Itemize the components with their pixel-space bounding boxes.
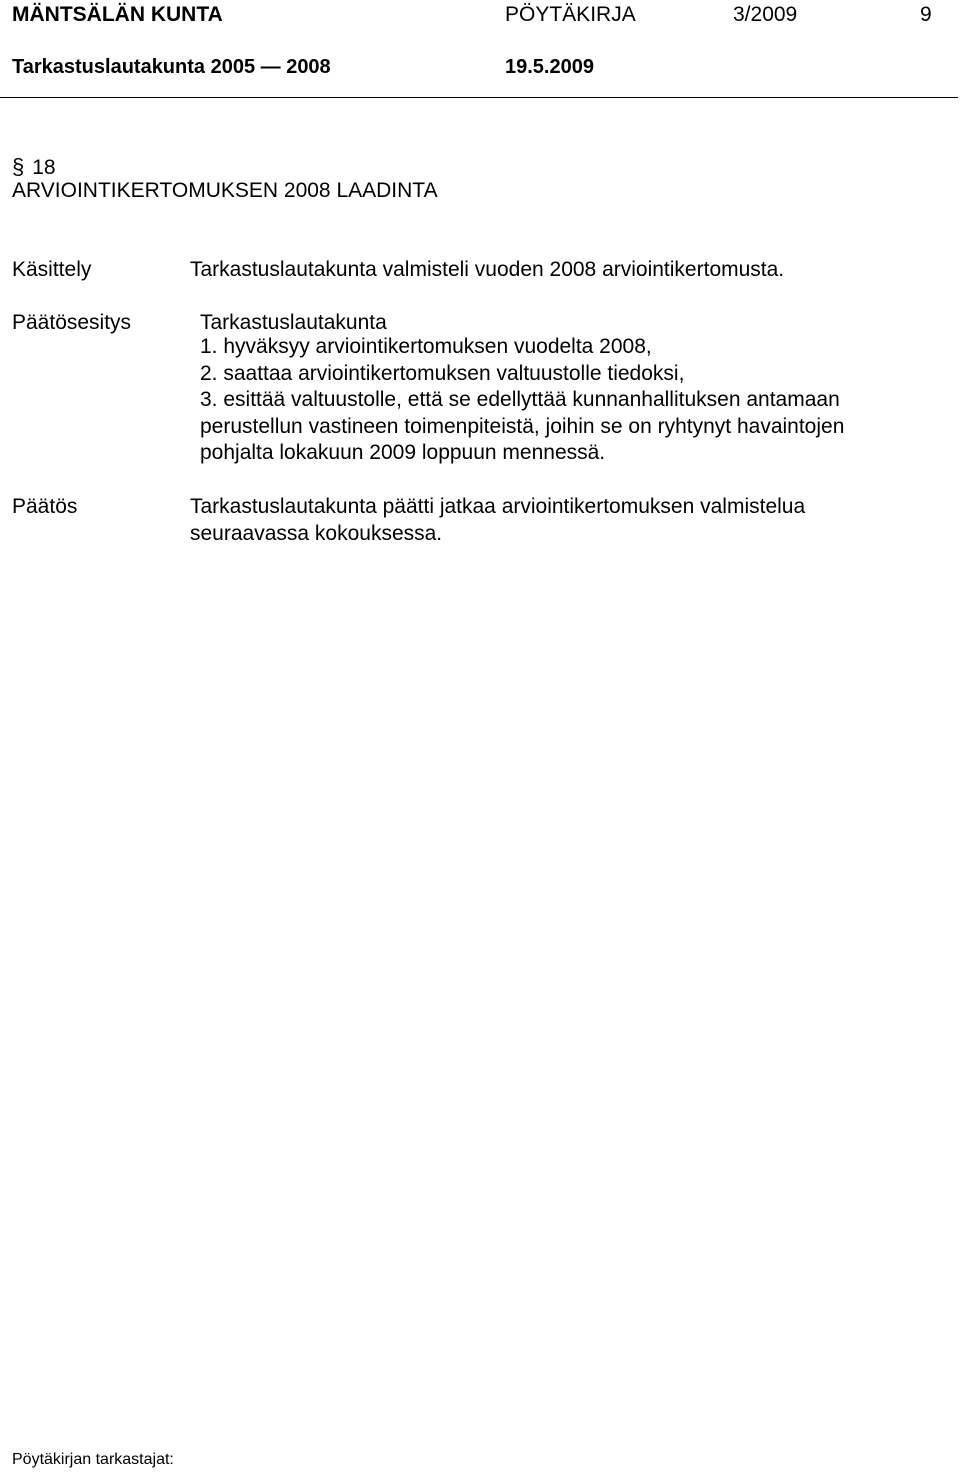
- paatos-line-2: seuraavassa kokouksessa.: [190, 521, 443, 545]
- page-number: 9: [920, 3, 932, 26]
- document-type: PÖYTÄKIRJA: [505, 3, 636, 26]
- section-number-value: 18: [32, 156, 56, 179]
- signatories-label: Pöytäkirjan tarkastajat:: [12, 1451, 174, 1468]
- paatos-text: [190, 494, 805, 547]
- paatosesitys-item: [200, 334, 844, 467]
- paatosesitys-item-1: 1. hyväksyy arviointikertomuksen vuodelta 2008,: [200, 335, 652, 358]
- section-title: ARVIOINTIKERTOMUKSEN 2008 LAADINTA: [12, 179, 438, 202]
- paatosesitys-label: Päätösesitys: [12, 311, 132, 334]
- section-sign: §: [12, 154, 25, 179]
- document-number: 3/2009: [733, 3, 798, 26]
- organization-name: MÄNTSÄLÄN KUNTA: [12, 3, 223, 26]
- paatos-line-1: Tarkastuslautakunta päätti jatkaa arviointikertomuksen valmistelua: [190, 495, 806, 518]
- kasittely-text: Tarkastuslautakunta valmisteli vuoden 2008 arviointikertomusta.: [190, 258, 785, 281]
- paatosesitys-item-2: 2. saattaa arviointikertomuksen valtuustolle tiedoksi,: [200, 361, 685, 385]
- committee-name: Tarkastuslautakunta 2005 — 2008: [12, 56, 331, 78]
- paatos-label: Päätös: [12, 495, 78, 518]
- section-number: [12, 154, 56, 180]
- paatosesitys-item-3-end: pohjalta lokakuun 2009 loppuun mennessä.: [200, 441, 606, 464]
- paatosesitys-item-3: 3. esittää valtuustolle, että se edellyttää kunnanhallituksen antamaan: [200, 388, 840, 411]
- paatosesitys-intro: Tarkastuslautakunta: [200, 311, 387, 334]
- header-divider: [0, 97, 958, 98]
- meeting-date: 19.5.2009: [505, 56, 594, 78]
- kasittely-label: Käsittely: [12, 258, 92, 281]
- paatosesitys-item-3-cont: perustellun vastineen toimenpiteistä, joihin se on ryhtynyt havaintojen: [200, 414, 845, 438]
